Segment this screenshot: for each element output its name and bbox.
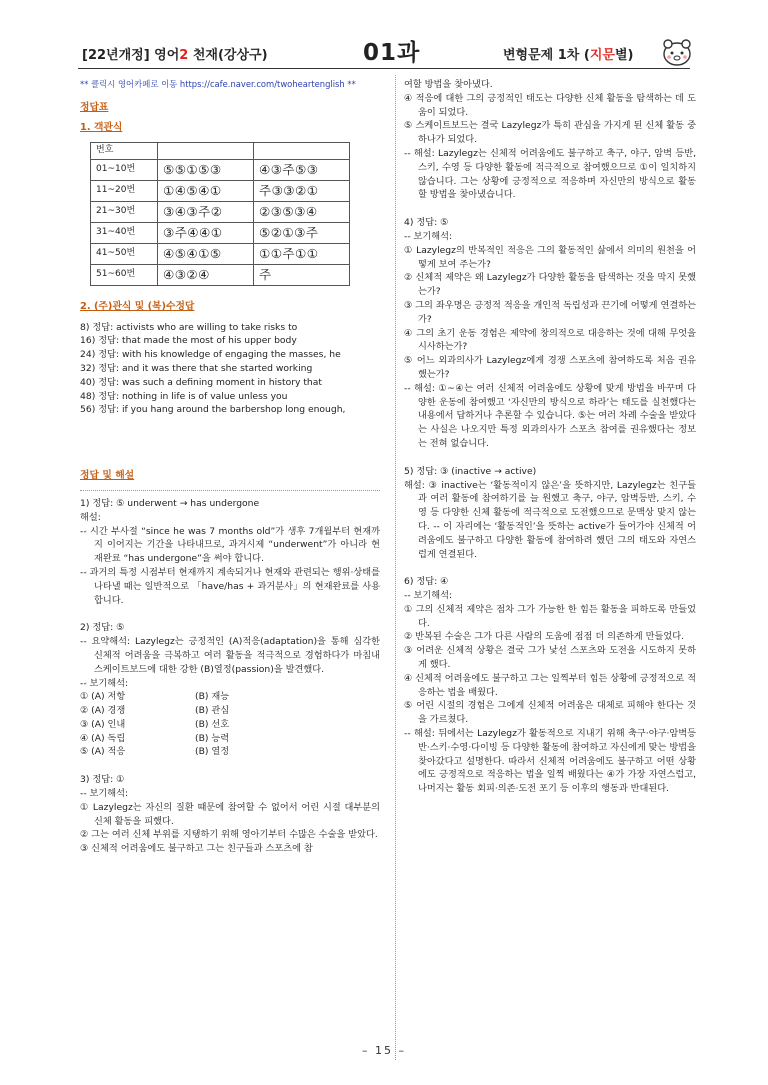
page-header — [78, 38, 690, 69]
list-item: ④ (A) 독립 (B) 능력 — [80, 732, 230, 744]
cafe-link[interactable]: ** 클릭시 영어카페로 이동 https://cafe.naver.com/twoheartenglish ** — [80, 79, 356, 89]
left-column — [80, 78, 380, 856]
list-item: 24) 정답: with his knowledge of engaging the masses, he — [80, 349, 341, 361]
answer-table — [90, 142, 350, 286]
subjective-title: 2. (주)관식 및 (복)수정답 — [80, 300, 195, 312]
explain-block: 3) 정답: ① -- 보기해석: ① Lazylegz는 자신의 질환 때문에 참여할 수 없어서 어린 시절 대부분의 신체 활동을 피했다. ② 그는 여러 신체 부위를 지탱하기 위해 영아기부터 수많은 수술을 받았다. ③ 신체적 어려움에도 불구하고 그는 친구들과 스포츠에 참 — [80, 774, 380, 855]
list-item: 32) 정답: and it was there that she started working — [80, 363, 313, 375]
list-item: ③ (A) 인내 (B) 선호 — [80, 718, 230, 730]
explain-block: 4) 정답: ⑤ -- 보기해석: ① Lazylegz의 반복적인 적응은 그의 활동적인 삶에서 의미의 원천을 어떻게 보여 주는가? ② 신체적 제약은 왜 Lazylegz가 다양한 활동을 탐색하는 것을 막지 못했는가? ③ 그의 좌우명은 긍정적 적응을 개인적 독립성과 끈기에 어떻게 연결하는가? ④ 그의 초기 운동 경험은 제약에 창의적으로 대응하는 것에 대해 무엇을 시사하는가? ⑤ 어느 외과의사가 Lazylegz에게 경쟁 스포츠에 참여하도록 처음 권유했는가? -- 해설: ①~④는 여러 신체적 어려움에도 상황에 맞게 방법을 바꾸며 다양한 운동에 참여했고 ‘자신만의 방식으로 하라’는 태도를 실천했다는 내용에서 답하거나 추론할 수 있습니다. ⑤는 여러 차례 수술을 받았다는 사실은 나오지만 특정 외과의사가 스포츠 참여를 권유했다는 정보는 전혀 없습니다. — [404, 217, 696, 449]
header-type — [503, 46, 633, 66]
page-number: – 15 – — [362, 1044, 406, 1057]
header-textbook — [82, 46, 268, 66]
list-item: 8) 정답: activists who are willing to take risks to — [80, 321, 298, 333]
list-item: 40) 정답: was such a defining moment in history that — [80, 376, 322, 388]
table-row: 01~10번 ⑤⑤①⑤③ ④③주⑤③ — [91, 159, 350, 180]
table-row: 51~60번 ④③②④ 주 — [91, 264, 350, 285]
list-item: ① (A) 저항 (B) 재능 — [80, 691, 230, 703]
header-num: 2 — [179, 48, 189, 63]
column-divider — [395, 75, 396, 1060]
mascot-icon — [660, 36, 694, 68]
right-column — [404, 78, 696, 796]
list-item: ⑤ (A) 적응 (B) 열정 — [80, 746, 230, 758]
header-type-red: 지문 — [589, 48, 615, 63]
subjective-list — [80, 321, 380, 418]
lesson-title: 01과 — [363, 40, 421, 66]
header-suffix: 천재(강상구) — [188, 48, 268, 63]
table-row: 31~40번 ③주④④① ⑤②①③주 — [91, 222, 350, 243]
explain-title: 정답 및 해설 — [80, 470, 135, 482]
table-row: 41~50번 ④⑤④①⑤ ①①주①① — [91, 243, 350, 264]
list-item: 16) 정답: that made the most of his upper body — [80, 335, 297, 347]
table-row: 11~20번 ①④⑤④① 주③③②① — [91, 180, 350, 201]
explain-block: 6) 정답: ④ -- 보기해석: ① 그의 신체적 제약은 점차 그가 가능한 한 힘든 활동을 피하도록 만들었다. ② 반복된 수술은 그가 다른 사람의 도움에 점점 더 의존하게 만들었다. ③ 어려운 신체적 상황은 결국 그가 낯선 스포츠와 도전을 시도하지 못하게 했다. ④ 신체적 어려움에도 불구하고 그는 일찍부터 힘든 상황에 긍정적으로 적응하는 법을 배웠다. ⑤ 어린 시절의 경험은 그에게 신체적 어려움은 대체로 피해야 한다는 것을 가르쳤다. -- 해설: 뒤에서는 Lazylegz가 활동적으로 지내기 위해 축구·야구·암벽등반·스키·수영·다이빙 등 다양한 활동에 참여하고 자신에게 맞는 방법을 찾아갔다고 설명한다. 따라서 신체적 어려움에도 불구하고 어떤 상황에도 긍정적으로 적응하는 법을 일찍 배웠다는 ④가 가장 자연스럽고, 나머지는 활동 회피·의존·도전 포기 등 이후의 행동과 반대된다. — [404, 576, 696, 795]
objective-title: 1. 객관식 — [80, 122, 123, 134]
explain-block: 5) 정답: ③ (inactive → active) 해설: ③ inactive는 ‘활동적이지 않은’을 뜻하지만, Lazylegz는 친구들과 여러 활동에 참여하기를 늘 원했고 축구, 야구, 암벽등반, 스키, 수영 등 다양한 신체 활동에 적극적으로 도전했으므로 문맥상 맞지 않는다. -- 이 자리에는 ‘활동적인’을 뜻하는 active가 들어가야 신체적 어려움에도 불구하고 다양한 활동에 참여하려 했던 그의 태도와 자연스럽게 연결된다. — [404, 465, 696, 560]
header-type-suffix: 별) — [614, 48, 634, 63]
explain-block: 2) 정답: ⑤ -- 요약해석: Lazylegz는 긍정적인 (A)적응(adaptation)을 통해 심각한 신체적 어려움을 극복하고 여러 활동을 적극적으로 경험하다가 마침내 스케이트보드에 대한 강한 (B)열정(passion)을 발견했다. -- 보기해석: ① (A) 저항 (B) 재능 ② (A) 경쟁 (B) 관심 ③ (A) 인내 (B) 선호 ④ (A) 독립 (B) 능력 ⑤ (A) 적응 (B) 열정 — [80, 622, 380, 758]
table-header: 번호 — [91, 142, 158, 159]
explain-block: 여할 방법을 찾아냈다. ④ 적응에 대한 그의 긍정적인 태도는 다양한 신체 활동을 탐색하는 데 도움이 되었다. ⑤ 스케이트보드는 결국 Lazylegz가 특히 관심을 가지게 된 신체 활동 중 하나가 되었다. -- 해설: Lazylegz는 신체적 어려움에도 불구하고 축구, 야구, 암벽 등반, 스키, 수영 등 다양한 활동에 적극적으로 참여했으므로 ①이 일치하지 않습니다. 그는 상황에 긍정적으로 적응하며 자신만의 방식으로 활동할 방법을 찾아냈습니다. — [404, 79, 696, 201]
header-type-prefix: 변형문제 1차 ( — [503, 48, 590, 63]
list-item: ② (A) 경쟁 (B) 관심 — [80, 705, 230, 717]
list-item: 48) 정답: nothing in life is of value unless you — [80, 390, 288, 402]
explain-block: 1) 정답: ⑤ underwent → has undergone 해설: -- 시간 부사절 “since he was 7 months old”가 생후 7개월부터 현재까지 이어지는 기간을 나타내므로, 과거시제 “underwent”가 아니라 현재완료 “has undergone”을 써야 합니다. -- 과거의 특정 시점부터 현재까지 계속되거나 현재와 관련되는 행위·상태를 나타낼 때는 일반적으로 「have/has + 과거분사」의 현재완료를 사용합니다. — [80, 497, 380, 606]
answer-table-title: 정답표 — [80, 101, 109, 113]
table-row: 21~30번 ③④③주② ②③⑤③④ — [91, 201, 350, 222]
list-item: 56) 정답: if you hang around the barbershop long enough, — [80, 404, 346, 416]
header-prefix: [22년개정] 영어 — [82, 48, 180, 63]
